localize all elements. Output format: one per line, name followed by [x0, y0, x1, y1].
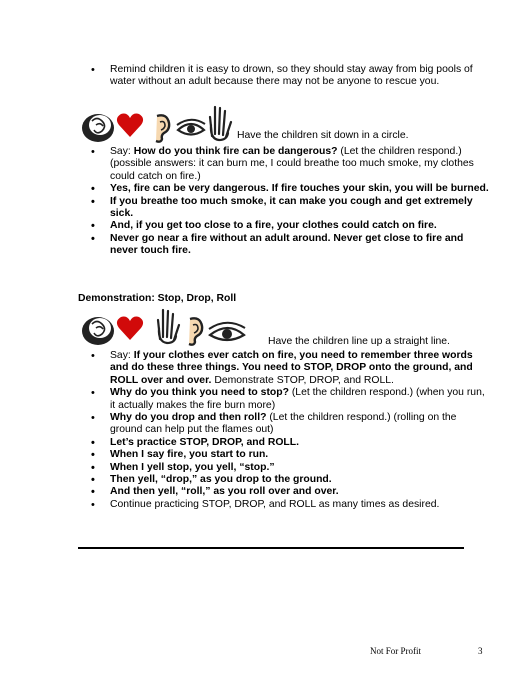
bold-text: When I say fire, you start to run. [110, 449, 269, 461]
bold-text: If you breathe too much smoke, it can make you cough and get extremely sick. [110, 195, 473, 220]
list-item [80, 449, 490, 461]
list-item [80, 350, 490, 387]
list-item [80, 412, 490, 437]
bold-text: How do you think fire can be dangerous? [133, 146, 338, 157]
bold-text: Yes, fire can be very dangerous. If fire touches your skin, you will be burned. [110, 183, 489, 195]
list-item [80, 196, 490, 221]
list-item [80, 462, 490, 474]
heart-icon [117, 317, 143, 341]
sensory-icon-row [78, 306, 268, 346]
list-item [80, 474, 490, 486]
bold-text: And, if you get too close to a fire, your clothes could catch on fire. [110, 220, 437, 232]
bold-text: Why do you drop and then roll? [110, 412, 267, 424]
ear-icon [189, 318, 202, 344]
bold-text: Let’s practice STOP, DROP, and ROLL. [110, 436, 300, 448]
list-item [80, 64, 490, 89]
stop-drop-roll-bullet-list [80, 350, 490, 511]
eye-icon [209, 323, 245, 340]
list-item [80, 486, 490, 498]
list-item [80, 437, 490, 449]
list-item [80, 183, 490, 195]
heart-icon [117, 114, 143, 138]
list-item [80, 499, 490, 511]
activity-instruction: Have the children line up a straight line. [268, 336, 450, 347]
lead-text: Say: [110, 350, 134, 361]
list-item [80, 387, 490, 412]
bullet-text: Continue practicing STOP, DROP, and ROLL as many times as desired. [110, 498, 440, 510]
footer-text: Not For Profit [370, 646, 422, 656]
hand-icon [158, 310, 179, 343]
horizontal-divider [78, 547, 464, 549]
bold-text: Then yell, “drop,” as you drop to the ground. [110, 474, 332, 486]
tail-text: Demonstrate STOP, DROP, and ROLL. [211, 374, 394, 386]
bold-text: Never go near a fire without an adult around. Never get close to fire and never touch fire. [110, 232, 464, 257]
list-item [80, 146, 490, 183]
hand-icon [210, 107, 231, 140]
sensory-icon-row [78, 103, 238, 143]
bold-text: If your clothes ever catch on fire, you need to remember three words and do these three things. You need to STOP, DROP onto the ground, and ROLL over and over. [110, 350, 473, 386]
section-heading: Demonstration: Stop, Drop, Roll [78, 293, 237, 304]
tail-text: (Let the children respond.) (rolling on the ground can help put the flames out) [110, 412, 457, 436]
page-number: 3 [478, 646, 483, 656]
brain-icon [82, 317, 114, 345]
intro-bullet-list [80, 64, 490, 89]
activity-instruction: Have the children sit down in a circle. [237, 130, 409, 141]
lead-text: Say: [110, 146, 134, 157]
ear-icon [156, 115, 169, 141]
eye-icon [177, 120, 205, 135]
list-item [80, 233, 490, 258]
bold-text: Why do you think you need to stop? [110, 387, 289, 399]
bold-text: And then yell, “roll,” as you roll over and over. [110, 486, 339, 498]
bold-text: When I yell stop, you yell, “stop.” [110, 461, 275, 473]
bullet-text: Remind children it is easy to drown, so they should stay away from big pools of water without an adult because there may not be anyone to rescue you. [110, 64, 473, 88]
fire-danger-bullet-list [80, 146, 490, 258]
tail-text: (Let the children respond.) (possible answers: it can burn me, I could breathe too much smoke, my clothes could catch on fire.) [110, 146, 474, 182]
list-item [80, 220, 490, 232]
tail-text: (Let the children respond.) (when you run, it actually makes the fire burn more) [110, 387, 485, 411]
brain-icon [82, 114, 114, 142]
